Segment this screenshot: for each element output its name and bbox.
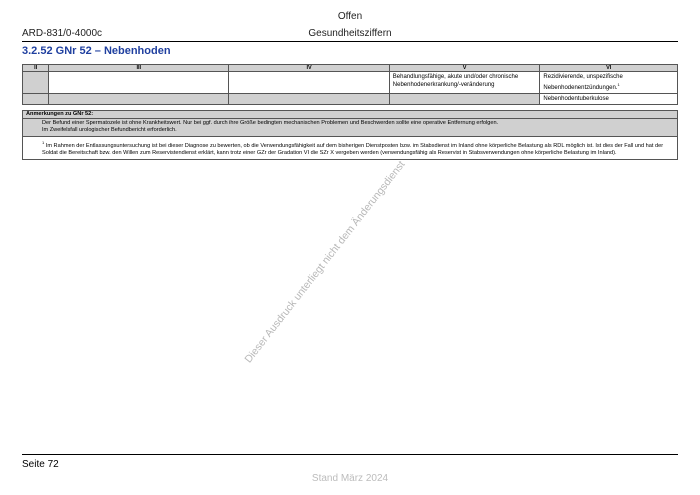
header-classification: Offen [337,11,363,22]
table-row [23,72,678,94]
column-header: IV [229,65,389,72]
table-cell [229,72,389,94]
footer-divider [22,454,678,455]
table-cell [389,94,540,105]
table-cell [23,94,49,105]
footnote-mark: 1 [42,140,45,145]
table-cell [540,72,678,94]
table-cell [49,94,229,105]
table-cell: Behandlungsfähige, akute und/oder chronische Nebenhodenerkrankung/-veränderung [389,72,540,94]
column-header: V [389,65,540,72]
watermark: Dieser Ausdruck unterliegt nicht dem Änderungsdienst [242,158,408,366]
gradation-table [22,64,678,105]
table-cell [229,94,389,105]
cell-text: Rezidivierende, unspezifische Nebenhodenentzündungen. [543,74,623,91]
table-cell [23,72,49,94]
footnote-text: Im Rahmen der Entlassungsuntersuchung ist bei dieser Diagnose zu bewerten, ob die Verwendungsfähigkeit auf dem bisherigen Dienstposten bzw. im Stabsdienst im Inland ohne körperliche Belastung als RDL möglich ist. Ist dies der Fall und hat der Soldat die Bereitschaft bzw. den Willen zum Reservistendienst erklärt, kann trotz einer GZr der Gradation VI die SZr X vergeben werden (verwendungsfähig als Reservist in Stabsverwendungen ohne körperliche Belastung im Inland). [42,142,664,156]
table-cell [49,72,229,94]
table-cell: Nebenhodentuberkulose [540,94,678,105]
section-title: 3.2.52 GNr 52 – Nebenhoden [22,45,171,57]
notes-box [22,110,678,160]
column-header: II [23,65,49,72]
footnote-mark: 1 [617,82,620,87]
table-row [23,94,678,105]
header-subtitle: Gesundheitsziffern [308,28,392,39]
notes-line: Im Zweifelsfall urologischer Befundbericht erforderlich. [42,127,177,133]
notes-body [23,119,677,137]
page-number: Seite 72 [22,459,59,470]
column-header: VI [540,65,678,72]
table-header-row [23,65,678,72]
document-id: ARD-831/0-4000c [22,28,103,39]
notes-heading: Anmerkungen zu GNr 52: [23,111,677,119]
version-status: Stand März 2024 [311,473,389,484]
notes-line: Der Befund einer Spermatozele ist ohne Krankheitswert. Nur bei ggf. durch ihre Größe bedingten mechanischen Problemen und Beschwerden sollte eine operative Entfernung erfolgen. [42,120,499,126]
header-divider [22,41,678,42]
column-header: III [49,65,229,72]
footnote [23,137,677,159]
